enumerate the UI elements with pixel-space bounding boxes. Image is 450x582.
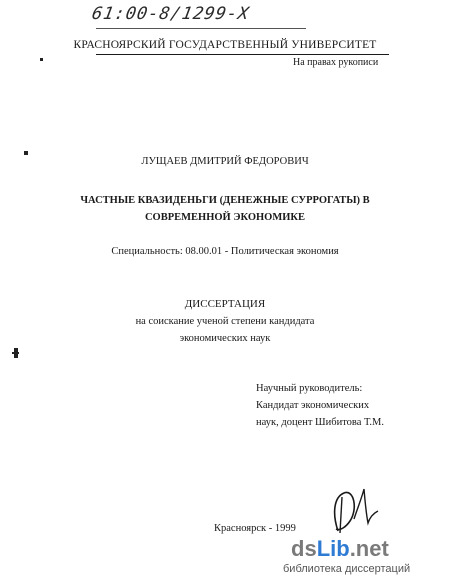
scan-speck: [24, 151, 28, 155]
advisor-name: наук, доцент Шибитова Т.М.: [256, 417, 384, 428]
specialty: Специальность: 08.00.01 - Политическая экономия: [111, 246, 339, 257]
title-line-2: СОВРЕМЕННОЙ ЭКОНОМИКЕ: [144, 212, 306, 223]
handwritten-catalog-code: 61:00-8/1299-X: [90, 4, 252, 24]
watermark-logo: dsLib.net: [291, 536, 389, 561]
university-name: КРАСНОЯРСКИЙ ГОСУДАРСТВЕННЫЙ УНИВЕРСИТЕТ: [73, 39, 377, 51]
title-line-1: ЧАСТНЫЕ КВАЗИДЕНЬГИ (ДЕНЕЖНЫЕ СУРРОГАТЫ) В: [80, 195, 370, 206]
watermark: [275, 536, 445, 580]
city-year: Красноярск - 1999: [214, 523, 296, 534]
dissertation-heading: ДИССЕРТАЦИЯ: [184, 298, 266, 310]
dissertation-title: [0, 192, 450, 226]
degree-line: на соискание ученой степени кандидата: [135, 316, 315, 327]
advisor-label: Научный руководитель:: [256, 383, 363, 394]
scan-speck: [12, 352, 19, 354]
advisor-degree: Кандидат экономических: [256, 400, 370, 411]
dissertation-block: [0, 296, 450, 347]
watermark-subtitle: библиотека диссертаций: [283, 563, 411, 575]
rights-notice: На правах рукописи: [293, 57, 379, 68]
handwritten-underline: [96, 28, 306, 29]
advisor-block: [256, 380, 384, 431]
field-line: экономических наук: [179, 333, 271, 344]
scan-speck: [40, 58, 43, 61]
author-name: ЛУЩАЕВ ДМИТРИЙ ФЕДОРОВИЧ: [141, 156, 309, 167]
header-rule: [96, 54, 389, 55]
handwritten-signature: [324, 483, 380, 537]
